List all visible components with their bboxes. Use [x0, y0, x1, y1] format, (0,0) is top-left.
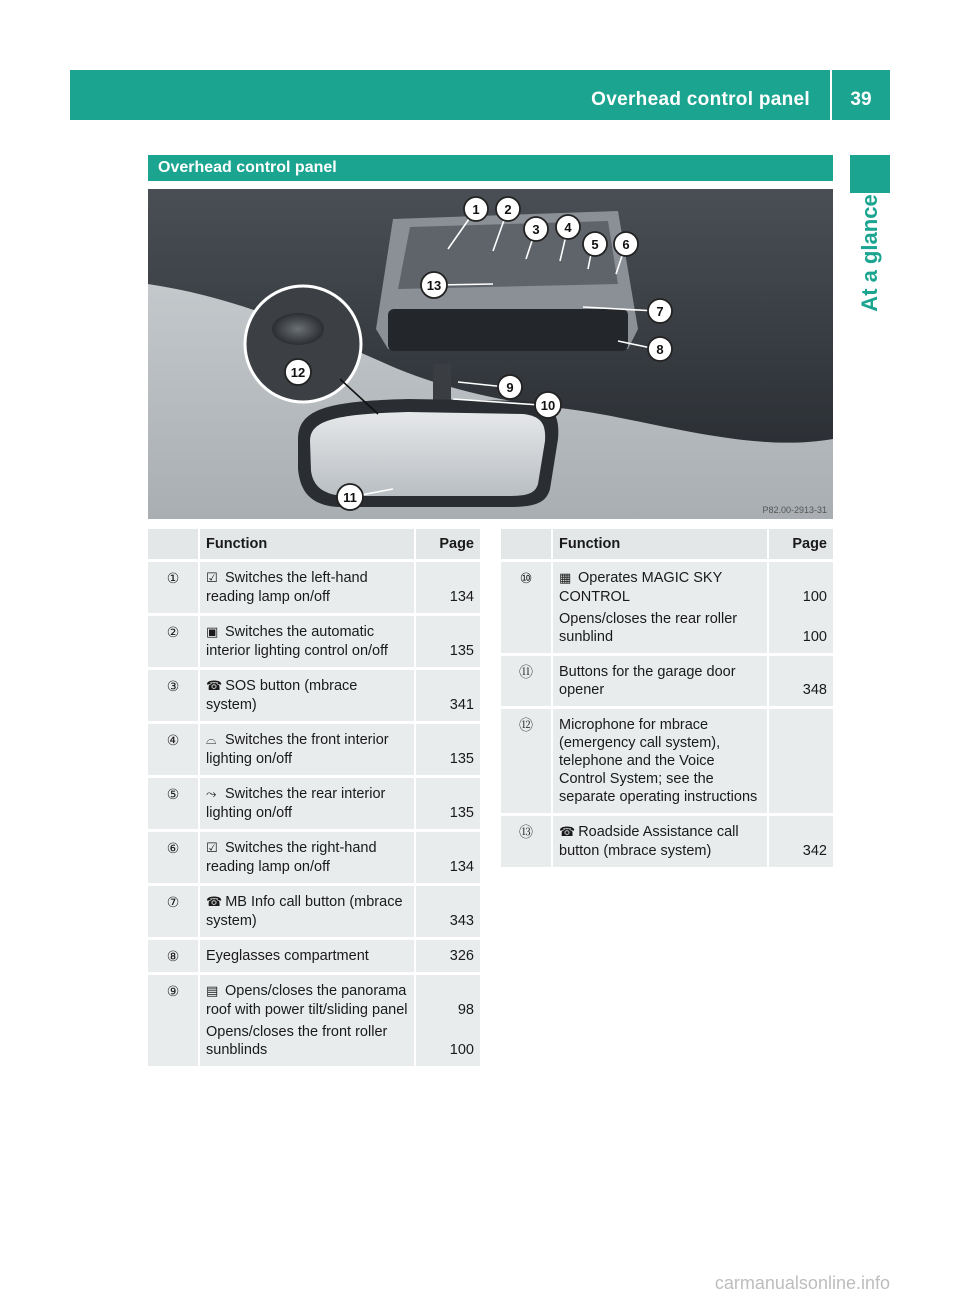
row-number: ① [148, 562, 198, 616]
callout-12 [285, 359, 311, 385]
callout-6 [614, 232, 638, 256]
table-row [148, 975, 480, 1069]
callout-1 [464, 197, 488, 221]
sos-icon: ☎ [206, 679, 223, 694]
reading-lamp-icon: ☑ [206, 571, 218, 586]
page-reference: 98 [457, 1002, 474, 1018]
row-function [551, 816, 769, 870]
function-description [559, 569, 761, 606]
header-page: Page [416, 529, 480, 562]
description-text: Operates MAGIC SKY CONTROL [559, 570, 722, 605]
table-row [501, 816, 833, 870]
rear-light-icon: ⤳ [206, 787, 217, 802]
description-text: Switches the front interior lighting on/off [206, 732, 389, 767]
description-text: Switches the right-hand reading lamp on/off [206, 840, 377, 875]
description-text: Opens/closes the panorama roof with power tilt/sliding panel [206, 983, 408, 1018]
row-page: 343 [416, 886, 480, 940]
eyeglass-compartment [388, 309, 628, 351]
row-function [198, 616, 416, 670]
left-table-body [148, 562, 480, 1069]
description-text: Microphone for mbrace (emergency call system), telephone and the Voice Control System; see the separate operating instructions [559, 717, 758, 805]
function-description [206, 731, 408, 768]
table-row [501, 656, 833, 709]
description-text: Eyeglasses compartment [206, 948, 369, 964]
callout-5 [583, 232, 607, 256]
row-number: ⑪ [501, 656, 551, 709]
right-table-body [501, 562, 833, 870]
magic-sky-icon: ▦ [559, 571, 572, 586]
function-table-right [501, 529, 833, 870]
svg-text:9: 9 [506, 380, 514, 395]
function-description [206, 677, 408, 714]
svg-text:4: 4 [564, 220, 572, 235]
callout-4 [556, 215, 580, 239]
row-function [198, 724, 416, 778]
row-number: ④ [148, 724, 198, 778]
table-row [148, 562, 480, 616]
table-row [148, 724, 480, 778]
svg-text:10: 10 [540, 398, 556, 413]
rearview-mirror-glass [310, 412, 545, 496]
callout-8 [648, 337, 672, 361]
function-description-secondary: Opens/closes the front roller sunblinds [206, 1024, 388, 1058]
description-text: MB Info call button (mbrace system) [206, 894, 403, 929]
callout-3 [524, 217, 548, 241]
reading-lamp-icon: ☑ [206, 841, 218, 856]
table-row [148, 670, 480, 724]
row-number: ⑥ [148, 832, 198, 886]
info-call-icon: ☎ [206, 895, 223, 910]
microphone-grille [272, 313, 324, 345]
photo-illustration [148, 189, 833, 519]
function-description [559, 663, 761, 699]
svg-text:12: 12 [290, 365, 306, 380]
header-function: Function [551, 529, 769, 562]
section-title: Overhead control panel [158, 159, 337, 176]
function-description [206, 947, 408, 965]
row-function [198, 832, 416, 886]
header-function: Function [198, 529, 416, 562]
row-page: 342 [769, 816, 833, 870]
callout-11 [337, 484, 363, 510]
row-number: ⑤ [148, 778, 198, 832]
roadside-assistance-icon: ☎ [559, 825, 576, 840]
row-page: 135 [416, 724, 480, 778]
function-description [559, 823, 761, 860]
row-function [198, 975, 416, 1069]
row-function [551, 562, 769, 656]
description-text: Buttons for the garage door opener [559, 664, 736, 698]
table-row [148, 778, 480, 832]
description-text: Switches the automatic interior lighting control on/off [206, 624, 388, 659]
svg-text:11: 11 [343, 490, 357, 505]
row-page: 326 [416, 940, 480, 975]
page-number: 39 [850, 89, 872, 110]
header-number [148, 529, 198, 562]
table-row [148, 940, 480, 975]
function-description [559, 716, 761, 806]
row-number: ⑨ [148, 975, 198, 1069]
function-description [206, 982, 408, 1019]
row-number: ⑫ [501, 709, 551, 816]
svg-text:8: 8 [656, 342, 664, 357]
chapter-tab-label: At a glance [857, 194, 882, 312]
photo-credit: P82.00-2913-31 [762, 505, 827, 515]
row-function [198, 562, 416, 616]
row-number: ⑦ [148, 886, 198, 940]
callout-9 [498, 375, 522, 399]
description-text: Switches the rear interior lighting on/off [206, 786, 386, 821]
chapter-tab [850, 195, 890, 310]
svg-text:7: 7 [656, 304, 664, 319]
page-reference-secondary: 100 [449, 1042, 474, 1058]
row-function [198, 670, 416, 724]
table-header-row [148, 529, 480, 562]
row-page: 134 [416, 832, 480, 886]
row-page [769, 709, 833, 816]
side-block [850, 155, 890, 193]
row-number: ② [148, 616, 198, 670]
svg-text:13: 13 [426, 278, 442, 293]
description-text: Switches the left-hand reading lamp on/off [206, 570, 368, 605]
row-number: ⑧ [148, 940, 198, 975]
description-text: SOS button (mbrace system) [206, 678, 358, 713]
svg-text:5: 5 [591, 237, 599, 252]
front-light-icon: ⌓ [206, 733, 217, 748]
table-row [148, 832, 480, 886]
row-function [198, 886, 416, 940]
section-bar [148, 155, 833, 181]
table-row [501, 562, 833, 656]
page-header [70, 70, 890, 120]
table-row [501, 709, 833, 816]
overhead-panel-photo [148, 189, 833, 519]
function-description-secondary: Opens/closes the rear roller sunblind [559, 611, 738, 645]
auto-light-icon: ▣ [206, 625, 219, 640]
function-description [206, 785, 408, 822]
callout-2 [496, 197, 520, 221]
row-page: 135 [416, 616, 480, 670]
row-function [198, 778, 416, 832]
svg-text:2: 2 [504, 202, 512, 217]
function-description [206, 839, 408, 876]
row-page: 341 [416, 670, 480, 724]
table-row [148, 886, 480, 940]
description-text: Roadside Assistance call button (mbrace system) [559, 824, 739, 859]
header-number [501, 529, 551, 562]
callout-13 [421, 272, 447, 298]
sliding-roof-icon: ▤ [206, 984, 219, 999]
header-page: Page [769, 529, 833, 562]
row-page: 348 [769, 656, 833, 709]
table-header-row [501, 529, 833, 562]
function-description [206, 623, 408, 660]
row-function [551, 709, 769, 816]
svg-text:3: 3 [532, 222, 540, 237]
row-number: ③ [148, 670, 198, 724]
function-table-left [148, 529, 480, 1069]
row-page: 135 [416, 778, 480, 832]
page-reference-secondary: 100 [802, 629, 827, 645]
page-reference: 100 [802, 589, 827, 605]
row-number: ⑩ [501, 562, 551, 656]
row-page: 134 [416, 562, 480, 616]
callout-7 [648, 299, 672, 323]
table-row [148, 616, 480, 670]
svg-text:6: 6 [622, 237, 630, 252]
function-description [206, 893, 408, 930]
svg-text:1: 1 [472, 202, 480, 217]
function-description [206, 569, 408, 606]
row-function [551, 656, 769, 709]
row-number: ⑬ [501, 816, 551, 870]
watermark: carmanualsonline.info [714, 1273, 890, 1293]
row-function [198, 940, 416, 975]
row-page [416, 975, 480, 1069]
header-title: Overhead control panel [591, 89, 810, 110]
row-page [769, 562, 833, 656]
callout-10 [535, 392, 561, 418]
